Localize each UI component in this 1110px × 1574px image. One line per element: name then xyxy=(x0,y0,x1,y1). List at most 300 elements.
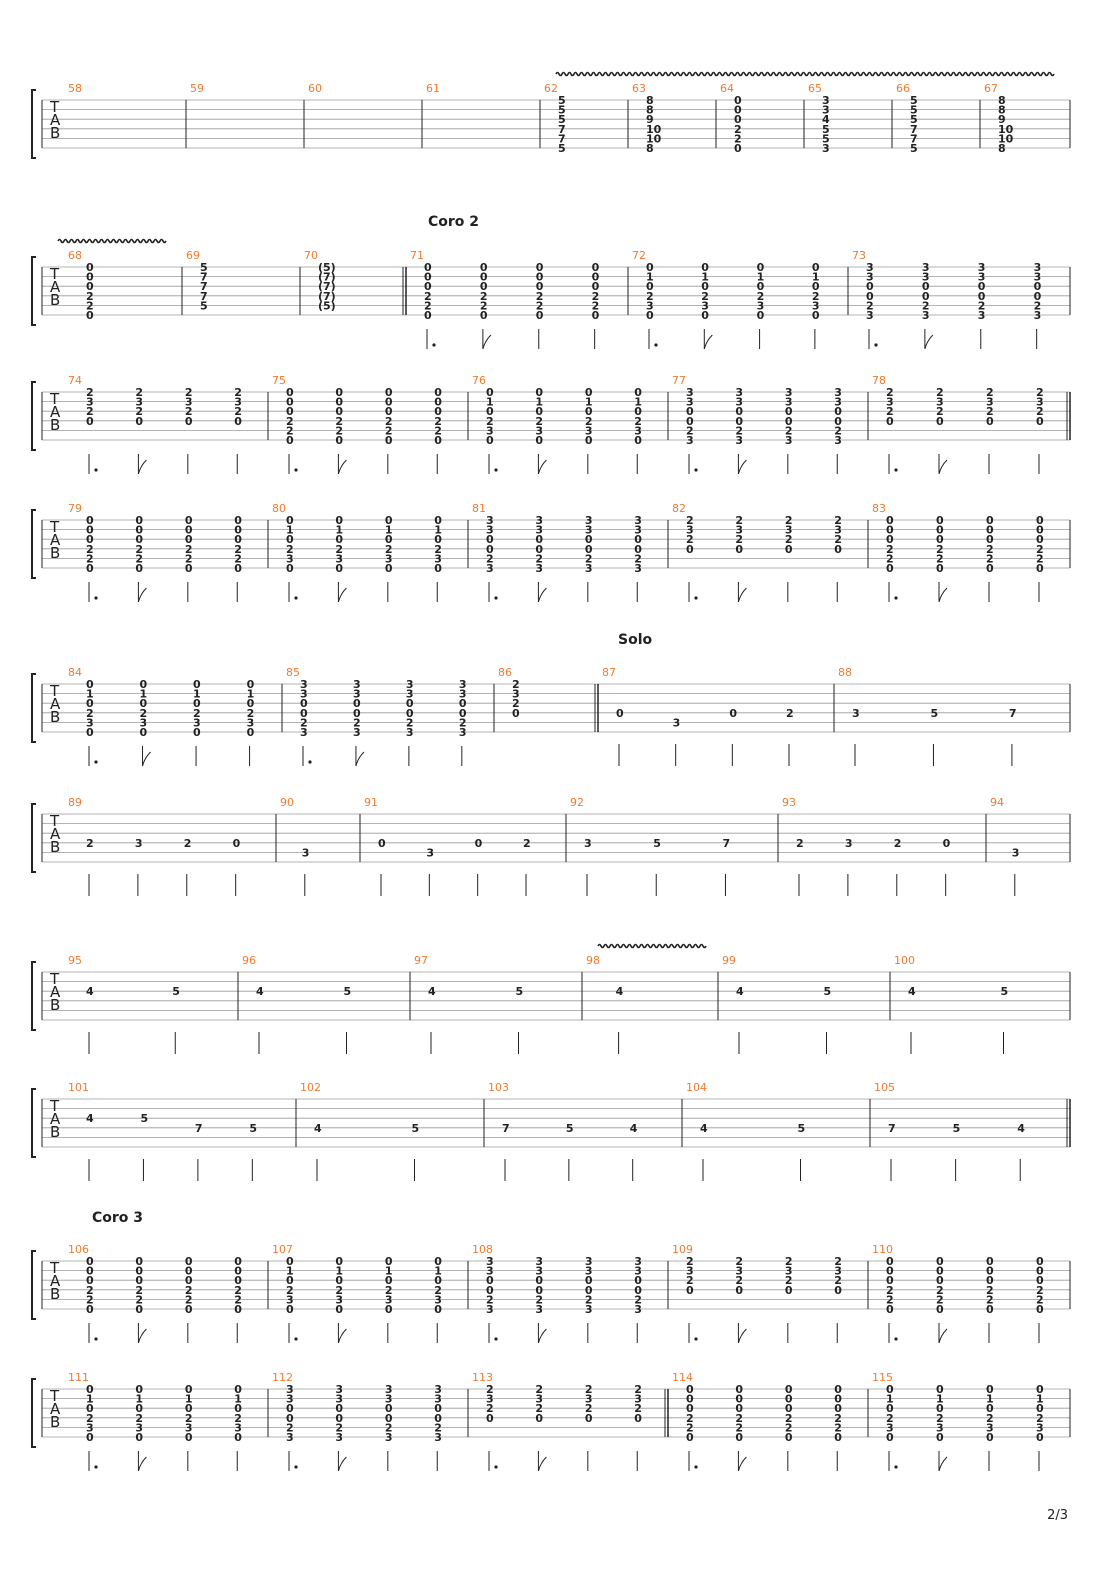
measure-number: 86 xyxy=(498,666,512,679)
fret-number: 3 xyxy=(139,716,148,730)
fret-number: 2 xyxy=(135,405,144,419)
fret-number: 3 xyxy=(535,523,544,537)
fret-number: 3 xyxy=(986,1421,994,1435)
measure-number: 88 xyxy=(838,666,852,679)
fret-number: 3 xyxy=(584,1392,593,1406)
measure xyxy=(280,796,360,896)
measure xyxy=(272,1243,468,1343)
fret-number: 9 xyxy=(646,113,654,127)
fret-number: 10 xyxy=(998,132,1014,146)
fret-number: 3 xyxy=(184,395,193,409)
measure xyxy=(364,796,566,896)
fret-number: 0 xyxy=(646,261,654,274)
fret-number: 0 xyxy=(184,1264,193,1278)
tab-clef-letter: B xyxy=(50,1285,61,1303)
fret-number: 2 xyxy=(335,424,344,438)
fret-number: 3 xyxy=(486,562,494,575)
fret-number: 2 xyxy=(735,1255,744,1268)
fret-number: 0 xyxy=(886,1431,894,1444)
dot-mark xyxy=(694,1465,697,1468)
measure-number: 82 xyxy=(672,502,686,515)
fret-number: 0 xyxy=(942,836,951,850)
fret-number: 0 xyxy=(434,434,442,447)
fret-number: 0 xyxy=(1036,1264,1044,1278)
fret-number: 0 xyxy=(86,1264,94,1278)
fret-number: 5 xyxy=(558,94,566,107)
fret-number: 0 xyxy=(335,1255,344,1268)
fret-number: 3 xyxy=(234,395,242,409)
fret-number: 2 xyxy=(735,424,744,438)
dot-mark xyxy=(894,468,897,471)
fret-number: 2 xyxy=(335,1283,344,1297)
fret-number: 3 xyxy=(286,1383,294,1396)
fret-number: 2 xyxy=(834,1421,842,1435)
dot-mark xyxy=(308,760,311,763)
fret-number: 2 xyxy=(735,1274,744,1288)
fret-number: 3 xyxy=(434,1293,442,1307)
fret-number: 3 xyxy=(535,514,544,527)
fret-number: 2 xyxy=(234,542,242,556)
dot-mark xyxy=(94,760,97,763)
measure-number: 58 xyxy=(68,82,82,95)
fret-number: 0 xyxy=(434,514,442,527)
fret-number: 4 xyxy=(822,113,830,127)
dot-mark xyxy=(894,1465,897,1468)
measure-number: 68 xyxy=(68,249,82,262)
tab-clef-letter: B xyxy=(50,291,61,309)
fret-number: 2 xyxy=(784,1274,793,1288)
fret-number: 3 xyxy=(535,1264,544,1278)
system-bracket xyxy=(32,962,36,1030)
tab-clef-letter: T xyxy=(50,1097,60,1115)
measure xyxy=(874,1081,1070,1181)
section-label: Solo xyxy=(618,632,653,648)
fret-number: 0 xyxy=(286,395,294,409)
fret-number: 2 xyxy=(286,424,294,438)
fret-number: 0 xyxy=(135,523,144,537)
dot-mark xyxy=(294,596,297,599)
fret-number: 0 xyxy=(86,1274,94,1288)
fret-number: 3 xyxy=(335,552,344,566)
dot-mark xyxy=(94,1337,97,1340)
fret-number: 0 xyxy=(584,533,593,547)
fret-number: 3 xyxy=(384,552,393,566)
fret-number: 2 xyxy=(479,299,488,313)
dot-mark xyxy=(694,468,697,471)
fret-number: 0 xyxy=(384,1411,393,1425)
fret-number: 0 xyxy=(384,405,393,419)
fret-number: 0 xyxy=(886,1383,894,1396)
fret-number: 8 xyxy=(646,94,654,107)
measure-number: 93 xyxy=(782,796,796,809)
fret-number: 8 xyxy=(998,103,1006,117)
fret-number: 0 xyxy=(335,533,344,547)
fret-number: 0 xyxy=(286,514,294,527)
measure-number: 109 xyxy=(672,1243,693,1256)
fret-number: 3 xyxy=(384,1392,393,1406)
measure xyxy=(414,954,582,1054)
tab-system xyxy=(32,240,1070,350)
fret-number: 5 xyxy=(930,706,939,720)
fret-number: 2 xyxy=(834,1411,842,1425)
fret-number: 3 xyxy=(535,1255,544,1268)
fret-number: 5 xyxy=(565,1121,574,1135)
measure-number: 112 xyxy=(272,1371,293,1384)
tab-clef-letter: A xyxy=(50,825,61,843)
fret-number: 1 xyxy=(86,1392,94,1406)
dot-mark xyxy=(694,596,697,599)
fret-number: 3 xyxy=(822,103,830,117)
measure xyxy=(808,82,892,155)
fret-number: 3 xyxy=(434,552,442,566)
fret-number: 0 xyxy=(434,1274,442,1288)
fret-number: 5 xyxy=(910,94,918,107)
dot-mark xyxy=(894,596,897,599)
fret-number: 2 xyxy=(634,414,642,428)
fret-number: 0 xyxy=(405,706,414,720)
fret-number: 4 xyxy=(86,985,94,999)
measure xyxy=(872,374,1070,474)
tab-clef-letter: A xyxy=(50,403,61,421)
fret-number: 0 xyxy=(886,523,894,537)
fret-number: 3 xyxy=(335,1293,344,1307)
fret-number: 3 xyxy=(246,716,255,730)
fret-number: 0 xyxy=(977,289,986,303)
fret-number: 2 xyxy=(734,132,742,146)
measure-number: 64 xyxy=(720,82,734,95)
fret-number: 2 xyxy=(86,1283,94,1297)
fret-number: 0 xyxy=(434,1411,442,1425)
fret-number: 0 xyxy=(335,1303,344,1316)
fret-number: 0 xyxy=(300,706,308,720)
fret-number: 2 xyxy=(986,552,994,566)
tab-clef-letter: T xyxy=(50,1387,60,1405)
fret-number: 3 xyxy=(1033,270,1042,284)
fret-number: 4 xyxy=(1017,1121,1025,1135)
fret-number: 0 xyxy=(584,1274,593,1288)
fret-number: 5 xyxy=(200,299,208,313)
fret-number: 0 xyxy=(434,1303,442,1316)
fret-number: 3 xyxy=(634,514,642,527)
fret-number: 0 xyxy=(86,309,94,322)
fret-number: 0 xyxy=(135,562,144,575)
fret-number: 2 xyxy=(512,697,520,711)
fret-number: 0 xyxy=(686,414,694,428)
fret-number: 0 xyxy=(535,1411,544,1425)
dot-mark xyxy=(294,468,297,471)
system-bracket xyxy=(32,1251,36,1319)
fret-number: 3 xyxy=(1011,846,1020,860)
fret-number: 0 xyxy=(734,94,742,107)
fret-number: 0 xyxy=(591,309,600,322)
fret-number: 0 xyxy=(486,1283,494,1297)
fret-number: 3 xyxy=(335,1431,344,1444)
fret-number: 0 xyxy=(535,1283,544,1297)
fret-number: 2 xyxy=(486,1383,494,1396)
fret-number: 5 xyxy=(910,113,918,127)
vibrato-mark xyxy=(598,945,706,948)
fret-number: 3 xyxy=(646,299,654,313)
fret-number: 3 xyxy=(486,1264,494,1278)
fret-number: 2 xyxy=(139,706,148,720)
fret-number: 2 xyxy=(634,1402,642,1416)
fret-number: 2 xyxy=(486,414,494,428)
fret-number: 0 xyxy=(286,562,294,575)
fret-number: 2 xyxy=(584,1293,593,1307)
measure-number: 71 xyxy=(410,249,424,262)
fret-number: 3 xyxy=(405,726,414,739)
fret-number: 2 xyxy=(286,1421,294,1435)
fret-number: 0 xyxy=(886,1255,894,1268)
fret-number: 0 xyxy=(734,113,742,127)
fret-number: 2 xyxy=(86,552,94,566)
dot-mark xyxy=(94,468,97,471)
fret-number: 0 xyxy=(139,726,148,739)
fret-number: 2 xyxy=(1036,405,1044,419)
fret-number: 3 xyxy=(977,309,986,322)
measure-number: 61 xyxy=(426,82,440,95)
fret-number: 3 xyxy=(866,309,874,322)
fret-number: 0 xyxy=(634,1411,642,1425)
fret-number: 2 xyxy=(886,386,894,399)
fret-number: 0 xyxy=(535,434,544,447)
fret-number: 2 xyxy=(936,1411,944,1425)
fret-number: 2 xyxy=(535,414,544,428)
fret-number: 3 xyxy=(866,261,874,274)
fret-number: (7) xyxy=(318,289,336,303)
fret-number: 0 xyxy=(634,405,642,419)
note-flag xyxy=(138,588,146,602)
fret-number: 3 xyxy=(486,523,494,537)
fret-number: 3 xyxy=(512,687,520,701)
fret-number: 2 xyxy=(734,122,742,136)
fret-number: (7) xyxy=(318,270,336,284)
fret-number: 3 xyxy=(686,395,694,409)
fret-number: 3 xyxy=(135,395,144,409)
fret-number: 3 xyxy=(434,1392,442,1406)
fret-number: 0 xyxy=(378,836,386,850)
fret-number: 3 xyxy=(335,1392,344,1406)
fret-number: 3 xyxy=(584,1255,593,1268)
measure-number: 60 xyxy=(308,82,322,95)
fret-number: 1 xyxy=(193,687,201,701)
fret-number: 0 xyxy=(535,261,544,274)
fret-number: 0 xyxy=(735,405,744,419)
fret-number: 4 xyxy=(428,985,436,999)
fret-number: 0 xyxy=(135,514,144,527)
fret-number: 2 xyxy=(286,542,294,556)
fret-number: 0 xyxy=(286,405,294,419)
fret-number: 3 xyxy=(921,270,930,284)
fret-number: 2 xyxy=(936,552,944,566)
fret-number: 2 xyxy=(986,1293,994,1307)
fret-number: 0 xyxy=(936,1383,944,1396)
fret-number: 0 xyxy=(405,697,414,711)
fret-number: 3 xyxy=(584,562,593,575)
measure-number: 105 xyxy=(874,1081,895,1094)
measure xyxy=(672,1371,868,1471)
fret-number: 7 xyxy=(558,132,566,146)
fret-number: 2 xyxy=(784,424,793,438)
fret-number: 2 xyxy=(434,542,442,556)
fret-number: 0 xyxy=(286,1274,294,1288)
fret-number: 2 xyxy=(796,836,804,850)
fret-number: 0 xyxy=(234,414,242,428)
fret-number: 0 xyxy=(135,1383,144,1396)
fret-number: 8 xyxy=(646,103,654,117)
fret-number: 2 xyxy=(834,533,842,547)
fret-number: 0 xyxy=(384,395,393,409)
fret-number: 0 xyxy=(184,1303,193,1316)
measure xyxy=(852,249,1070,349)
measure-number: 74 xyxy=(68,374,82,387)
measure-number: 75 xyxy=(272,374,286,387)
fret-number: 0 xyxy=(1036,1431,1044,1444)
fret-number: 0 xyxy=(1036,1274,1044,1288)
measure xyxy=(896,82,980,155)
fret-number: 8 xyxy=(998,94,1006,107)
fret-number: 0 xyxy=(784,405,793,419)
fret-number: 2 xyxy=(135,542,144,556)
fret-number: 3 xyxy=(352,678,361,691)
measure xyxy=(872,1371,1070,1471)
measure-number: 67 xyxy=(984,82,998,95)
note-flag xyxy=(143,752,151,766)
measure-number: 81 xyxy=(472,502,486,515)
fret-number: 2 xyxy=(686,514,694,527)
fret-number: 2 xyxy=(458,716,467,730)
measure xyxy=(68,249,182,322)
fret-number: 5 xyxy=(653,836,661,850)
fret-number: 3 xyxy=(634,1392,642,1406)
dot-mark xyxy=(494,596,497,599)
dot-mark xyxy=(654,343,657,346)
fret-number: 3 xyxy=(134,836,143,850)
fret-number: 0 xyxy=(234,1402,242,1416)
section-label: Coro 2 xyxy=(428,214,480,230)
fret-number: 0 xyxy=(886,562,894,575)
fret-number: 0 xyxy=(735,1431,744,1444)
fret-number: 0 xyxy=(977,280,986,294)
fret-number: 0 xyxy=(886,514,894,527)
fret-number: 3 xyxy=(834,434,842,447)
fret-number: 0 xyxy=(184,562,193,575)
fret-number: 0 xyxy=(535,1274,544,1288)
fret-number: 1 xyxy=(535,395,544,409)
fret-number: 0 xyxy=(986,562,994,575)
fret-number: 3 xyxy=(1033,309,1042,322)
fret-number: 0 xyxy=(384,434,393,447)
fret-number: 2 xyxy=(523,836,531,850)
fret-number: 3 xyxy=(405,678,414,691)
note-flag xyxy=(939,588,947,602)
fret-number: 2 xyxy=(834,514,842,527)
fret-number: 0 xyxy=(686,1383,694,1396)
fret-number: 3 xyxy=(486,1392,494,1406)
measure xyxy=(68,1081,296,1181)
measure-number: 73 xyxy=(852,249,866,262)
fret-number: 10 xyxy=(998,122,1014,136)
fret-number: 7 xyxy=(558,122,566,136)
fret-number: 0 xyxy=(486,542,494,556)
fret-number: 0 xyxy=(458,706,467,720)
fret-number: 0 xyxy=(184,1383,193,1396)
fret-number: 0 xyxy=(352,697,361,711)
fret-number: 0 xyxy=(486,386,494,399)
fret-number: 2 xyxy=(936,1293,944,1307)
fret-number: 3 xyxy=(1036,395,1044,409)
fret-number: (5) xyxy=(318,299,336,313)
note-flag xyxy=(338,588,346,602)
measure xyxy=(894,954,1070,1054)
fret-number: 1 xyxy=(135,1392,144,1406)
fret-number: 5 xyxy=(1000,985,1009,999)
fret-number: 3 xyxy=(634,1255,642,1268)
fret-number: 3 xyxy=(834,1264,842,1278)
fret-number: 0 xyxy=(486,533,494,547)
tab-clef-letter: A xyxy=(50,278,61,296)
fret-number: 3 xyxy=(184,1421,193,1435)
fret-number: 1 xyxy=(246,687,255,701)
fret-number: 0 xyxy=(591,280,600,294)
fret-number: 0 xyxy=(986,1402,994,1416)
fret-number: 5 xyxy=(952,1121,961,1135)
fret-number: 0 xyxy=(784,1283,793,1297)
fret-number: 3 xyxy=(584,424,593,438)
fret-number: 3 xyxy=(686,434,694,447)
measure-number: 106 xyxy=(68,1243,89,1256)
fret-number: 2 xyxy=(584,552,593,566)
note-flag xyxy=(138,460,146,474)
fret-number: 3 xyxy=(384,1383,393,1396)
fret-number: 0 xyxy=(616,706,624,720)
note-flag xyxy=(538,588,546,602)
fret-number: 0 xyxy=(735,1383,744,1396)
fret-number: 3 xyxy=(486,514,494,527)
fret-number: 0 xyxy=(986,414,994,428)
fret-number: 3 xyxy=(286,552,294,566)
fret-number: 3 xyxy=(135,1421,144,1435)
fret-number: 4 xyxy=(736,985,744,999)
tab-clef-letter: T xyxy=(50,98,60,116)
fret-number: 3 xyxy=(86,395,94,409)
fret-number: 0 xyxy=(434,533,442,547)
fret-number: 0 xyxy=(936,1303,944,1316)
tab-clef-letter: T xyxy=(50,970,60,988)
fret-number: 0 xyxy=(886,1264,894,1278)
fret-number: 0 xyxy=(486,405,494,419)
note-flag xyxy=(939,1457,947,1471)
fret-number: 0 xyxy=(232,836,241,850)
fret-number: 0 xyxy=(86,562,94,575)
fret-number: 0 xyxy=(686,1283,694,1297)
measure xyxy=(472,374,668,474)
fret-number: 2 xyxy=(784,533,793,547)
fret-number: 2 xyxy=(1036,1283,1044,1297)
measure xyxy=(286,666,494,766)
fret-number: 0 xyxy=(184,1402,193,1416)
fret-number: 0 xyxy=(886,1274,894,1288)
fret-number: 0 xyxy=(936,1255,944,1268)
fret-number: 2 xyxy=(1036,1293,1044,1307)
fret-number: 2 xyxy=(834,1255,842,1268)
measure xyxy=(68,666,282,766)
fret-number: 2 xyxy=(584,414,593,428)
measure xyxy=(68,954,238,1054)
fret-number: 0 xyxy=(86,414,94,428)
fret-number: 0 xyxy=(784,1402,793,1416)
fret-number: 0 xyxy=(184,533,193,547)
